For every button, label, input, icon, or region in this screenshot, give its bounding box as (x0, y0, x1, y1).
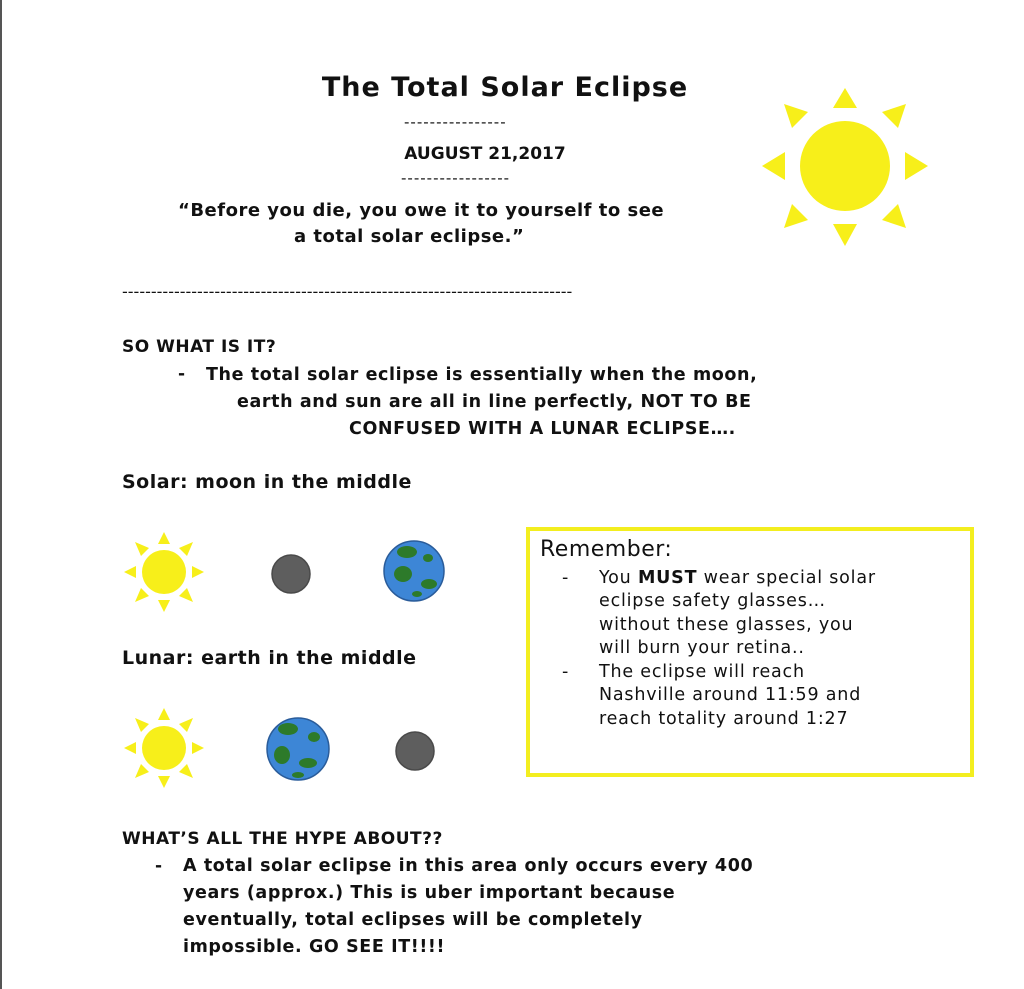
quote-line-2: a total solar eclipse.” (294, 226, 525, 247)
earth-icon (381, 538, 447, 604)
title-divider: ---------------- (404, 113, 507, 131)
bullet-dash: - (155, 856, 163, 876)
hype-heading: WHAT’S ALL THE HYPE ABOUT?? (122, 829, 443, 849)
bullet-dash: - (562, 662, 570, 682)
what-is-it-line-1: The total solar eclipse is essentially when the moon, (206, 365, 758, 385)
hype-line-1: A total solar eclipse in this area only occurs every 400 (183, 856, 754, 876)
remember-bullet-1-line-1: You MUST wear special solar (599, 568, 876, 588)
page-title: The Total Solar Eclipse (321, 72, 689, 103)
hype-line-3: eventually, total eclipses will be completely (183, 910, 643, 930)
bullet-dash: - (562, 568, 570, 588)
what-is-it-heading: SO WHAT IS IT? (122, 337, 277, 357)
moon-icon (270, 553, 312, 595)
remember-bullet-1-line-2: eclipse safety glasses… (599, 591, 826, 611)
moon-icon (394, 730, 436, 772)
solar-label: Solar: moon in the middle (122, 471, 412, 493)
hype-line-4: impossible. GO SEE IT!!!! (183, 937, 446, 957)
bullet-dash: - (178, 364, 186, 384)
eclipse-date: AUGUST 21,2017 (404, 144, 566, 164)
remember-bullet-1-line-3: without these glasses, you (599, 615, 854, 635)
small-sun-icon (121, 706, 207, 792)
remember-bullet-1-line-4: will burn your retina.. (599, 638, 805, 658)
small-sun-icon (121, 530, 207, 616)
what-is-it-line-3: CONFUSED WITH A LUNAR ECLIPSE…. (349, 419, 736, 439)
earth-icon (264, 715, 332, 783)
section-divider: ------------------------------------------------------------------------------ (122, 282, 573, 301)
remember-bullet-2-line-3: reach totality around 1:27 (599, 709, 849, 729)
what-is-it-line-2: earth and sun are all in line perfectly, NOT TO BE (237, 392, 752, 412)
lunar-label: Lunar: earth in the middle (122, 647, 417, 669)
remember-title: Remember: (540, 537, 673, 562)
hype-line-2: years (approx.) This is uber important because (183, 883, 676, 903)
remember-bullet-2-line-1: The eclipse will reach (599, 662, 805, 682)
date-divider: ----------------- (401, 169, 511, 187)
quote-line-1: “Before you die, you owe it to yourself to see (178, 200, 665, 221)
emphasis-text: MUST (637, 568, 698, 588)
large-sun-icon (760, 88, 930, 248)
remember-bullet-2-line-2: Nashville around 11:59 and (599, 685, 862, 705)
